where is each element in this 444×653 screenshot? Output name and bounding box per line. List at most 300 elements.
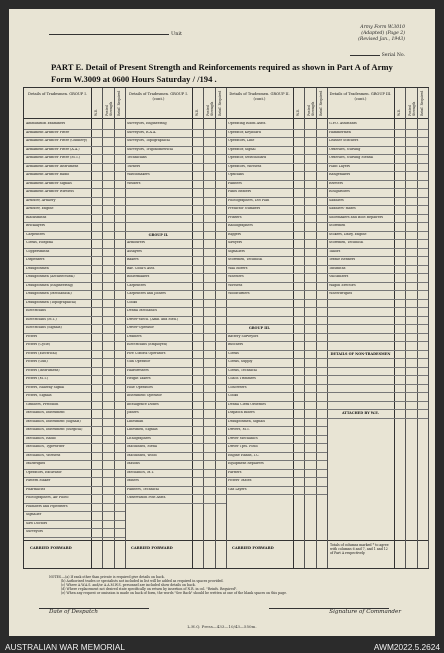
trade-row-label: Mechanics, M.T.	[127, 470, 155, 474]
row-divider	[24, 401, 125, 402]
trade-row-label: Intelligence Duties	[127, 402, 159, 406]
row-divider	[226, 231, 327, 232]
trade-row-label: Wheelwrights	[329, 292, 353, 295]
trade-row-label: Operating Room Assts.	[228, 122, 267, 125]
row-divider	[226, 375, 327, 376]
row-divider	[125, 452, 226, 453]
count-column-header: Posted Strength	[307, 101, 316, 116]
row-divider	[125, 486, 226, 487]
row-divider	[327, 290, 428, 291]
row-divider	[226, 137, 327, 138]
trade-row-label: Pattern Maker	[26, 479, 51, 482]
row-divider	[327, 129, 428, 130]
trade-row-label: Equipment Repairers	[228, 462, 264, 465]
row-divider	[125, 341, 226, 342]
row-divider	[24, 154, 125, 155]
row-divider	[24, 486, 125, 487]
row-divider	[226, 350, 327, 351]
trade-row-label: Hole Operators	[127, 385, 153, 389]
row-divider	[24, 528, 125, 529]
trade-row-label: Fitters' Mates	[228, 479, 252, 482]
row-divider	[125, 469, 226, 470]
row-divider	[125, 316, 226, 317]
row-divider	[226, 273, 327, 274]
trade-row-label: Saddlers	[329, 198, 344, 202]
row-divider	[226, 222, 327, 223]
row-divider	[327, 333, 428, 334]
row-divider	[125, 222, 226, 223]
trade-row-label: Operator, Signal	[228, 147, 256, 151]
trade-row-label: Tailors	[329, 249, 341, 253]
trade-row-label: Roughriders	[329, 190, 350, 193]
row-divider	[125, 299, 226, 300]
row-divider	[24, 214, 125, 215]
trade-row-label: Painters	[228, 181, 242, 185]
row-divider	[24, 443, 125, 444]
row-divider	[327, 418, 428, 419]
trade-row-label: Driver Mechanics	[228, 436, 258, 440]
trade-row-label: Clerks, Supply	[228, 360, 253, 363]
trade-row-label: Carpenters	[26, 232, 45, 236]
row-divider	[125, 154, 226, 155]
row-divider	[226, 486, 327, 487]
trade-row-label: Saw Doctors	[26, 521, 48, 525]
trade-row-label: Armament Artificer Instrument	[26, 164, 79, 168]
row-divider	[327, 256, 428, 257]
trade-row-label: Mechanics, Instrument (Signals)	[26, 419, 81, 423]
form-reference: Army Form W.3010 (Adapted) (Page 2) (Revised Jan., 1943)	[358, 25, 405, 42]
count-column-header: Posted Strength	[408, 101, 417, 116]
row-divider	[24, 256, 125, 257]
trade-row-label: Linesman	[127, 419, 144, 423]
trade-row-label: Storemen	[329, 224, 346, 227]
row-divider	[125, 146, 226, 147]
trade-row-label: G.P.O. Assistants	[329, 122, 357, 125]
trade-row-label: Armament Artificer Wireless	[26, 190, 74, 193]
trade-row-label: Electricians	[26, 309, 46, 312]
row-divider	[125, 214, 226, 215]
trade-row-label: Boilermakers	[127, 275, 150, 278]
row-divider	[24, 409, 125, 410]
row-divider	[24, 205, 125, 206]
group-heading: GROUP II.	[148, 232, 169, 237]
trade-row-label: Storemen, Technical	[329, 241, 364, 244]
row-divider	[327, 214, 428, 215]
row-divider	[226, 426, 327, 427]
trade-row-label: Coach Trimmers	[228, 377, 256, 380]
trade-row-label: Signaller	[26, 513, 42, 516]
trade-row-label: Orderlies, Nursing	[329, 147, 361, 151]
trade-row-label: Armament Artificer Signals	[26, 181, 72, 185]
trade-row-label: Artificer, Engine	[26, 207, 54, 210]
count-column-header: W.E.	[195, 108, 199, 116]
row-divider	[24, 273, 125, 274]
trade-row-label: Fire Control Operators	[127, 351, 166, 355]
trade-row-label: Blacksmiths	[26, 215, 47, 219]
trade-row-label: Armament Artificer Radio	[26, 173, 70, 176]
row-divider	[226, 477, 327, 478]
row-divider	[125, 350, 226, 351]
trade-row-label: Draughtsmen (Architectural)	[26, 275, 75, 278]
row-divider	[24, 222, 125, 223]
row-divider	[24, 367, 125, 368]
trade-row-label: Fitters, Railway Signal	[26, 385, 65, 389]
carried-forward-label: CARRIED FORWARD	[131, 546, 173, 550]
trade-row-label: Instrument Operator	[127, 394, 162, 397]
section-header: Details of Tradesmen. GROUP I. (cont.)	[129, 92, 188, 101]
trade-row-label: Signallers	[228, 249, 245, 253]
trade-row-label: Orderlies, Nursing Mental	[329, 156, 374, 159]
trade-row-label: Dental Clerk Orderlies	[228, 402, 266, 406]
row-divider	[327, 282, 428, 283]
row-divider	[125, 265, 226, 266]
trade-row-label: Predictor Numbers	[228, 207, 261, 210]
count-column-header: Reinf. Required	[217, 90, 222, 116]
row-divider	[125, 137, 226, 138]
trade-row-label: Carpenters and Joiners	[127, 292, 166, 295]
trade-row-label: Armament Artificer Fitter	[26, 130, 70, 134]
row-divider	[125, 333, 226, 334]
row-divider	[24, 426, 125, 427]
trade-row-label: Operator, Switchboard	[228, 156, 267, 159]
row-divider	[226, 316, 327, 317]
row-divider	[327, 222, 428, 223]
count-column-header: W.E.	[397, 108, 401, 116]
row-divider	[226, 180, 327, 181]
row-divider	[125, 324, 226, 325]
row-divider	[125, 282, 226, 283]
count-column	[417, 88, 429, 568]
row-divider	[226, 129, 327, 130]
trade-row-label: Fitters (M.T.)	[26, 377, 49, 380]
row-divider	[24, 460, 125, 461]
row-divider	[125, 477, 226, 478]
row-divider	[24, 180, 125, 181]
row-divider	[24, 520, 125, 521]
trade-row-label: Opticians	[228, 173, 244, 176]
count-column-header: W.E.	[296, 108, 300, 116]
strength-table	[23, 87, 429, 569]
row-divider	[327, 205, 428, 206]
row-divider	[327, 299, 428, 300]
row-divider	[24, 392, 125, 393]
trade-row-label: Operators, Excavator	[26, 470, 62, 474]
name-column	[327, 88, 395, 568]
row-divider	[226, 214, 327, 215]
row-divider	[327, 341, 428, 342]
row-divider	[327, 358, 428, 359]
count-column-header: Reinf. Required	[419, 90, 424, 116]
row-divider	[24, 248, 125, 249]
trade-row-label: Painters, Technical	[127, 487, 159, 491]
trade-row-label: Draughtsmen (Engineering)	[26, 283, 73, 287]
count-column-header: Posted Strength	[206, 101, 215, 116]
count-column-header: Reinf. Required	[116, 90, 121, 116]
trade-row-label: Watchmakers	[127, 173, 150, 176]
unit-field: Unit	[49, 31, 182, 37]
trade-row-label: Height Takers	[127, 377, 151, 380]
carried-forward-label: CARRIED FORWARD	[30, 546, 72, 550]
row-divider	[24, 197, 125, 198]
row-divider	[226, 265, 327, 266]
trade-row-label: Storemen, Technical	[228, 258, 263, 261]
row-divider	[24, 537, 125, 538]
row-divider	[226, 188, 327, 189]
trade-row-label: Fitters	[26, 334, 38, 338]
trade-row-label: Wall Borers	[228, 266, 248, 270]
date-of-despatch-label: Date of Despatch	[49, 609, 98, 615]
trade-row-label: Dental Mechanics	[127, 309, 158, 312]
row-divider	[125, 494, 226, 495]
row-divider	[24, 375, 125, 376]
row-divider	[24, 358, 125, 359]
row-divider	[24, 171, 125, 172]
trade-row-label: Surveyors, Trigonometrical	[127, 147, 173, 151]
row-divider	[125, 205, 226, 206]
row-divider	[24, 418, 125, 419]
trade-row-label: Vulcanizers	[329, 275, 349, 278]
row-divider	[226, 205, 327, 206]
section-header: Details of Tradesmen. GROUP I.	[28, 92, 87, 96]
caption-institution: AUSTRALIAN WAR MEMORIAL	[5, 642, 126, 652]
totals-note: Totals of columns marked * to agree with columns 6 and 7, and 1 and 12 of Part A respectively.	[330, 543, 389, 555]
trade-row-label: Battery Surveyors	[228, 334, 259, 338]
trade-row-label: Electricians (Employed)	[127, 343, 168, 346]
row-divider	[226, 299, 327, 300]
row-divider	[24, 333, 125, 334]
trade-row-label: Mechanics, Instrument	[26, 411, 65, 414]
row-divider	[226, 367, 327, 368]
trade-row-label: Driver-Mech. (Amb. and Med.)	[127, 317, 179, 321]
row-divider	[226, 333, 327, 334]
trade-row-label: Cooks	[228, 394, 239, 397]
trade-row-label: Wheelers	[228, 275, 244, 278]
row-divider	[125, 129, 226, 130]
row-divider	[125, 273, 226, 274]
row-divider	[24, 282, 125, 283]
row-divider	[327, 197, 428, 198]
trade-row-label: Hammermen	[329, 130, 351, 134]
trade-row-label: Fitters (Gun)	[26, 360, 48, 363]
form-sheet	[9, 9, 435, 636]
group-heading: DETAILS OF NON-TRADESMEN	[330, 351, 391, 356]
row-divider	[226, 163, 327, 164]
trade-row-label: Drivers, M.T.	[228, 428, 250, 431]
trade-row-label: Wagon Erectors	[329, 283, 356, 287]
row-divider	[24, 494, 125, 495]
row-divider	[125, 188, 226, 189]
serial-number-field: Serial No.	[350, 53, 405, 58]
row-divider	[125, 418, 226, 419]
trade-row-label: Hairdressers	[127, 368, 149, 372]
row-divider	[24, 307, 125, 308]
trade-row-label: Armament Artificer Fitter (A.A.)	[26, 147, 80, 151]
row-divider	[327, 154, 428, 155]
trade-row-label: Draughtsmen, Signals	[228, 419, 266, 423]
trade-row-label: Linesmen, Signals	[127, 428, 158, 431]
row-divider	[327, 367, 428, 368]
row-divider	[327, 171, 428, 172]
trade-row-label: Clerks, Technical	[228, 368, 257, 372]
row-divider	[226, 418, 327, 419]
trade-row-label: Bakers	[127, 258, 139, 261]
trade-row-label: Radiographers	[228, 224, 253, 227]
row-divider	[226, 358, 327, 359]
row-divider	[125, 384, 226, 385]
trade-row-label: Technicians	[127, 156, 147, 159]
trade-row-label: Rangetakers	[329, 173, 351, 176]
row-divider	[24, 384, 125, 385]
trade-row-label: Farriers	[228, 470, 242, 474]
row-divider	[24, 477, 125, 478]
row-divider	[327, 324, 428, 325]
row-divider	[24, 511, 125, 512]
section-header: Details of Tradesmen. GROUP II. (cont.)	[229, 92, 290, 101]
trade-row-label: Welders	[127, 181, 141, 185]
carried-forward-label: CARRIED FORWARD	[232, 546, 274, 550]
row-divider	[125, 290, 226, 291]
row-divider	[226, 469, 327, 470]
row-divider	[226, 460, 327, 461]
trade-row-label: Shoemakers and Boot Repairers	[329, 215, 384, 219]
row-divider	[327, 401, 428, 402]
trade-row-label: Mechanics, Typewriter	[26, 445, 65, 448]
trade-row-label: Surveyors, Engineering	[127, 122, 167, 125]
trade-row-label: Electricians (M.T.)	[26, 317, 57, 321]
trade-row-label: Mechanics, Instrument (Surgical)	[26, 428, 83, 431]
row-divider	[24, 324, 125, 325]
trade-row-label: Photographers, Dot Plan	[228, 198, 270, 202]
row-divider	[24, 265, 125, 266]
count-column-header: Posted Strength	[105, 101, 114, 116]
trade-row-label: Driver Tpts. Field	[228, 445, 258, 448]
row-divider	[24, 146, 125, 147]
row-divider	[24, 239, 125, 240]
row-divider	[226, 409, 327, 410]
count-column-header: Reinf. Required	[318, 90, 323, 116]
row-divider	[24, 350, 125, 351]
row-divider	[24, 129, 125, 130]
row-divider	[327, 188, 428, 189]
trade-row-label: Draughtsmen (Mechanical)	[26, 292, 72, 295]
row-divider	[327, 384, 428, 385]
row-divider	[327, 307, 428, 308]
row-divider	[24, 137, 125, 138]
trade-row-label: Drainers	[127, 334, 142, 338]
trade-row-label: Ammunition Examiners	[26, 122, 66, 125]
trade-row-label: Textile Refiners	[329, 258, 356, 261]
row-divider	[226, 154, 327, 155]
row-divider	[24, 341, 125, 342]
trade-row-label: Masons	[127, 462, 140, 465]
trade-row-label: Operator, Keyboard	[228, 130, 261, 134]
row-divider	[327, 180, 428, 181]
trade-row-label: Draughtsmen (Topographical)	[26, 300, 77, 304]
group-heading: ATTACHED BY W.E.	[341, 411, 380, 415]
trade-row-label: Engine Hands, I.C.	[228, 453, 260, 457]
press-imprint: L.H.Q. Press—433—10/43—550m.	[187, 624, 257, 629]
row-divider	[327, 316, 428, 317]
trade-row-label: Armament Artificer Fitter (M.T.)	[26, 156, 80, 159]
trade-row-label: Clerks, Hospital	[26, 241, 53, 244]
trade-row-label: Surveyors	[26, 530, 43, 533]
row-divider	[24, 452, 125, 453]
row-divider	[24, 469, 125, 470]
trade-row-label: Stokers, Dairy, Engine	[329, 232, 367, 236]
row-divider	[24, 316, 125, 317]
trade-row-label: Gas Layers	[228, 487, 247, 491]
row-divider	[125, 256, 226, 257]
count-column-header: W.E.	[94, 108, 98, 116]
row-divider	[226, 452, 327, 453]
trade-row-label: Concreters	[228, 385, 247, 389]
row-divider	[125, 239, 226, 240]
row-divider	[327, 350, 428, 351]
row-divider	[327, 265, 428, 266]
trade-row-label: Machinists, Wood	[127, 453, 157, 457]
row-divider	[125, 392, 226, 393]
caption-accession: AWM2022.5.2624	[373, 642, 440, 652]
trade-row-label: Lithographers	[127, 436, 151, 440]
row-divider	[125, 307, 226, 308]
row-divider	[327, 239, 428, 240]
row-divider	[226, 324, 327, 325]
trade-row-label: Operators, Line	[228, 139, 255, 142]
trade-row-label: Surveyors, Topographical	[127, 139, 170, 142]
row-divider	[24, 299, 125, 300]
trade-row-label: Leather Stitchers	[329, 139, 359, 142]
row-divider	[24, 290, 125, 291]
trade-row-label: Driver-Operator	[127, 326, 154, 329]
row-divider	[226, 146, 327, 147]
trade-row-label: Gun Operator	[127, 360, 151, 363]
form-title: PART E. Detail of Present Strength and Reinforcements required as shown in Part A of Army Form W.3009 at 0600 Hours Saturday / /194 .	[51, 62, 393, 84]
row-divider	[226, 341, 327, 342]
trade-row-label: Saddlers' mates	[329, 207, 356, 210]
row-divider	[125, 358, 226, 359]
trade-row-label: Machinists, Metal	[127, 445, 158, 448]
trade-row-label: Photographers, Air Photo	[26, 496, 69, 499]
row-divider	[327, 273, 428, 274]
row-divider	[24, 231, 125, 232]
row-divider	[125, 197, 226, 198]
trade-row-label: Dispatch Riders	[228, 411, 255, 414]
row-divider	[125, 367, 226, 368]
trade-row-label: Printers	[228, 215, 242, 219]
trade-row-label: Panel Beaters	[228, 190, 252, 193]
trade-row-label: Riveters	[329, 181, 343, 185]
row-divider	[125, 248, 226, 249]
trade-row-label: Woodturners	[228, 292, 250, 295]
row-divider	[327, 163, 428, 164]
trade-row-label: Pharmacist	[26, 487, 45, 491]
trade-row-label: Dispensers	[26, 258, 45, 261]
row-divider	[125, 231, 226, 232]
row-divider	[226, 443, 327, 444]
row-divider	[327, 409, 428, 410]
trade-row-label: Plant Layers	[329, 164, 350, 168]
row-divider	[226, 392, 327, 393]
row-divider	[327, 375, 428, 376]
row-divider	[226, 384, 327, 385]
row-divider	[125, 503, 226, 504]
row-divider	[226, 290, 327, 291]
row-divider	[125, 375, 226, 376]
trade-row-label: Draughtsmen	[26, 266, 49, 270]
trade-row-label: Observation Post Assts.	[127, 496, 167, 499]
row-divider	[226, 171, 327, 172]
row-divider	[125, 163, 226, 164]
